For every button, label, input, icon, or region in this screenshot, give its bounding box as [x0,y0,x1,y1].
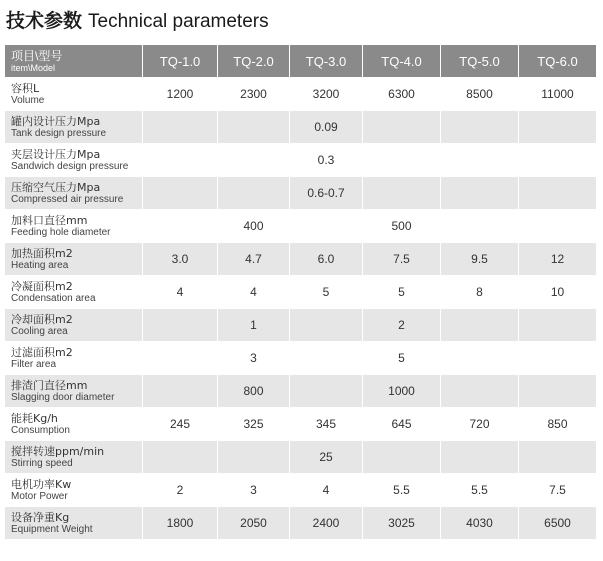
table-cell [143,441,218,474]
table-cell [519,342,597,375]
table-row [5,375,597,408]
table-row [5,507,597,540]
row-label-cn: 冷却面积m2 [11,313,73,326]
row-label-en: Sandwich design pressure [11,161,129,172]
table-cell: 2400 [290,507,363,540]
table-cell: 4.7 [218,243,290,276]
table-cell [441,210,519,243]
table-cell: 5 [290,276,363,309]
header-model: TQ-3.0 [290,45,363,78]
row-label-en: Slagging door diameter [11,392,115,403]
row-label [5,507,143,540]
row-label-cn: 罐内设计压力Mpa [11,115,101,128]
table-cell [519,177,597,210]
table-cell: 245 [143,408,218,441]
table-cell: 12 [519,243,597,276]
table-cell [441,441,519,474]
row-label-cn: 加料口直径mm [11,214,88,227]
table-cell: 800 [218,375,290,408]
table-cell: 325 [218,408,290,441]
row-label-en: Consumption [11,425,70,436]
table-cell: 11000 [519,78,597,111]
table-row [5,78,597,111]
table-row [5,474,597,507]
table-cell: 500 [363,210,441,243]
row-label-en: Volume [11,95,45,106]
table-cell: 7.5 [363,243,441,276]
table-cell: 0.09 [290,111,363,144]
row-label-cn: 压缩空气压力Mpa [11,181,101,194]
header-item-model [5,45,143,78]
row-label-en: Tank design pressure [11,128,107,139]
table-cell: 345 [290,408,363,441]
table-cell [441,342,519,375]
header-model: TQ-2.0 [218,45,290,78]
header-model: TQ-5.0 [441,45,519,78]
table-cell: 3025 [363,507,441,540]
table-cell: 1200 [143,78,218,111]
header-item-en: item\Model [11,63,56,73]
row-label [5,78,143,111]
table-cell [143,144,218,177]
table-cell [441,177,519,210]
table-cell [363,441,441,474]
table-cell [519,210,597,243]
row-label [5,243,143,276]
row-label [5,408,143,441]
row-label [5,144,143,177]
table-row [5,441,597,474]
table-cell [519,144,597,177]
title-cn: 技术参数 [6,10,83,32]
table-cell: 3 [218,474,290,507]
table-cell [143,342,218,375]
table-cell [218,111,290,144]
row-label-en: Equipment Weight [11,524,93,535]
table-cell [143,177,218,210]
table-cell: 6.0 [290,243,363,276]
table-cell: 645 [363,408,441,441]
table-cell [441,309,519,342]
row-label-cn: 搅拌转速ppm/min [11,445,105,458]
row-label-en: Filter area [11,359,57,370]
table-cell: 5.5 [441,474,519,507]
table-cell [290,342,363,375]
table-cell [363,111,441,144]
table-cell [441,111,519,144]
table-cell [519,375,597,408]
table-cell: 0.3 [290,144,363,177]
specs-table [4,44,597,540]
header-model: TQ-6.0 [519,45,597,78]
table-cell [218,177,290,210]
table-cell: 400 [218,210,290,243]
table-cell [363,144,441,177]
table-cell: 2300 [218,78,290,111]
row-label [5,276,143,309]
table-cell: 4030 [441,507,519,540]
table-cell: 5 [363,276,441,309]
row-label-cn: 夹层设计压力Mpa [11,148,101,161]
table-cell: 4 [143,276,218,309]
row-label [5,309,143,342]
row-label-cn: 加热面积m2 [11,247,73,260]
table-cell: 8 [441,276,519,309]
header-item-cn: 项目\型号 [11,49,63,63]
row-label [5,375,143,408]
table-row [5,243,597,276]
table-row [5,408,597,441]
table-cell [290,210,363,243]
row-label [5,441,143,474]
table-row [5,144,597,177]
table-cell: 1800 [143,507,218,540]
table-cell [441,144,519,177]
table-cell [143,375,218,408]
table-row [5,177,597,210]
row-label-cn: 电机功率Kw [11,478,72,491]
table-cell: 850 [519,408,597,441]
row-label-cn: 冷凝面积m2 [11,280,73,293]
table-cell [143,210,218,243]
table-cell: 6500 [519,507,597,540]
table-cell [290,375,363,408]
table-cell [441,375,519,408]
page-title [6,6,269,34]
table-cell: 25 [290,441,363,474]
table-cell: 3 [218,342,290,375]
table-row [5,342,597,375]
table-cell [290,309,363,342]
table-cell [143,309,218,342]
table-cell: 1 [218,309,290,342]
table-header-row [5,45,597,78]
table-cell: 7.5 [519,474,597,507]
table-cell [519,441,597,474]
table-cell [363,177,441,210]
table-row [5,309,597,342]
table-cell [519,309,597,342]
row-label-cn: 过滤面积m2 [11,346,73,359]
row-label-en: Heating area [11,260,69,271]
title-en: Technical parameters [88,11,269,32]
header-model: TQ-4.0 [363,45,441,78]
row-label [5,177,143,210]
table-row [5,210,597,243]
header-model: TQ-1.0 [143,45,218,78]
row-label-en: Compressed air pressure [11,194,124,205]
table-row [5,111,597,144]
row-label [5,474,143,507]
table-cell: 1000 [363,375,441,408]
table-cell: 10 [519,276,597,309]
table-cell [218,441,290,474]
table-cell: 6300 [363,78,441,111]
table-cell [143,111,218,144]
table-cell: 4 [218,276,290,309]
table-cell [218,144,290,177]
table-cell: 4 [290,474,363,507]
row-label-en: Cooling area [11,326,68,337]
table-cell: 5 [363,342,441,375]
table-cell: 5.5 [363,474,441,507]
table-cell: 2 [363,309,441,342]
row-label-cn: 容积L [11,82,40,95]
table-cell: 3200 [290,78,363,111]
table-cell: 8500 [441,78,519,111]
table-cell: 3.0 [143,243,218,276]
row-label-en: Condensation area [11,293,96,304]
table-cell: 2 [143,474,218,507]
table-cell [519,111,597,144]
table-cell: 720 [441,408,519,441]
row-label [5,111,143,144]
table-cell: 0.6-0.7 [290,177,363,210]
row-label-cn: 设备净重Kg [11,511,70,524]
row-label-en: Motor Power [11,491,68,502]
table-row [5,276,597,309]
row-label-en: Feeding hole diameter [11,227,111,238]
row-label-en: Stirring speed [11,458,73,469]
table-cell: 2050 [218,507,290,540]
row-label-cn: 排渣门直径mm [11,379,88,392]
row-label [5,342,143,375]
table-cell: 9.5 [441,243,519,276]
row-label [5,210,143,243]
row-label-cn: 能耗Kg/h [11,412,58,425]
